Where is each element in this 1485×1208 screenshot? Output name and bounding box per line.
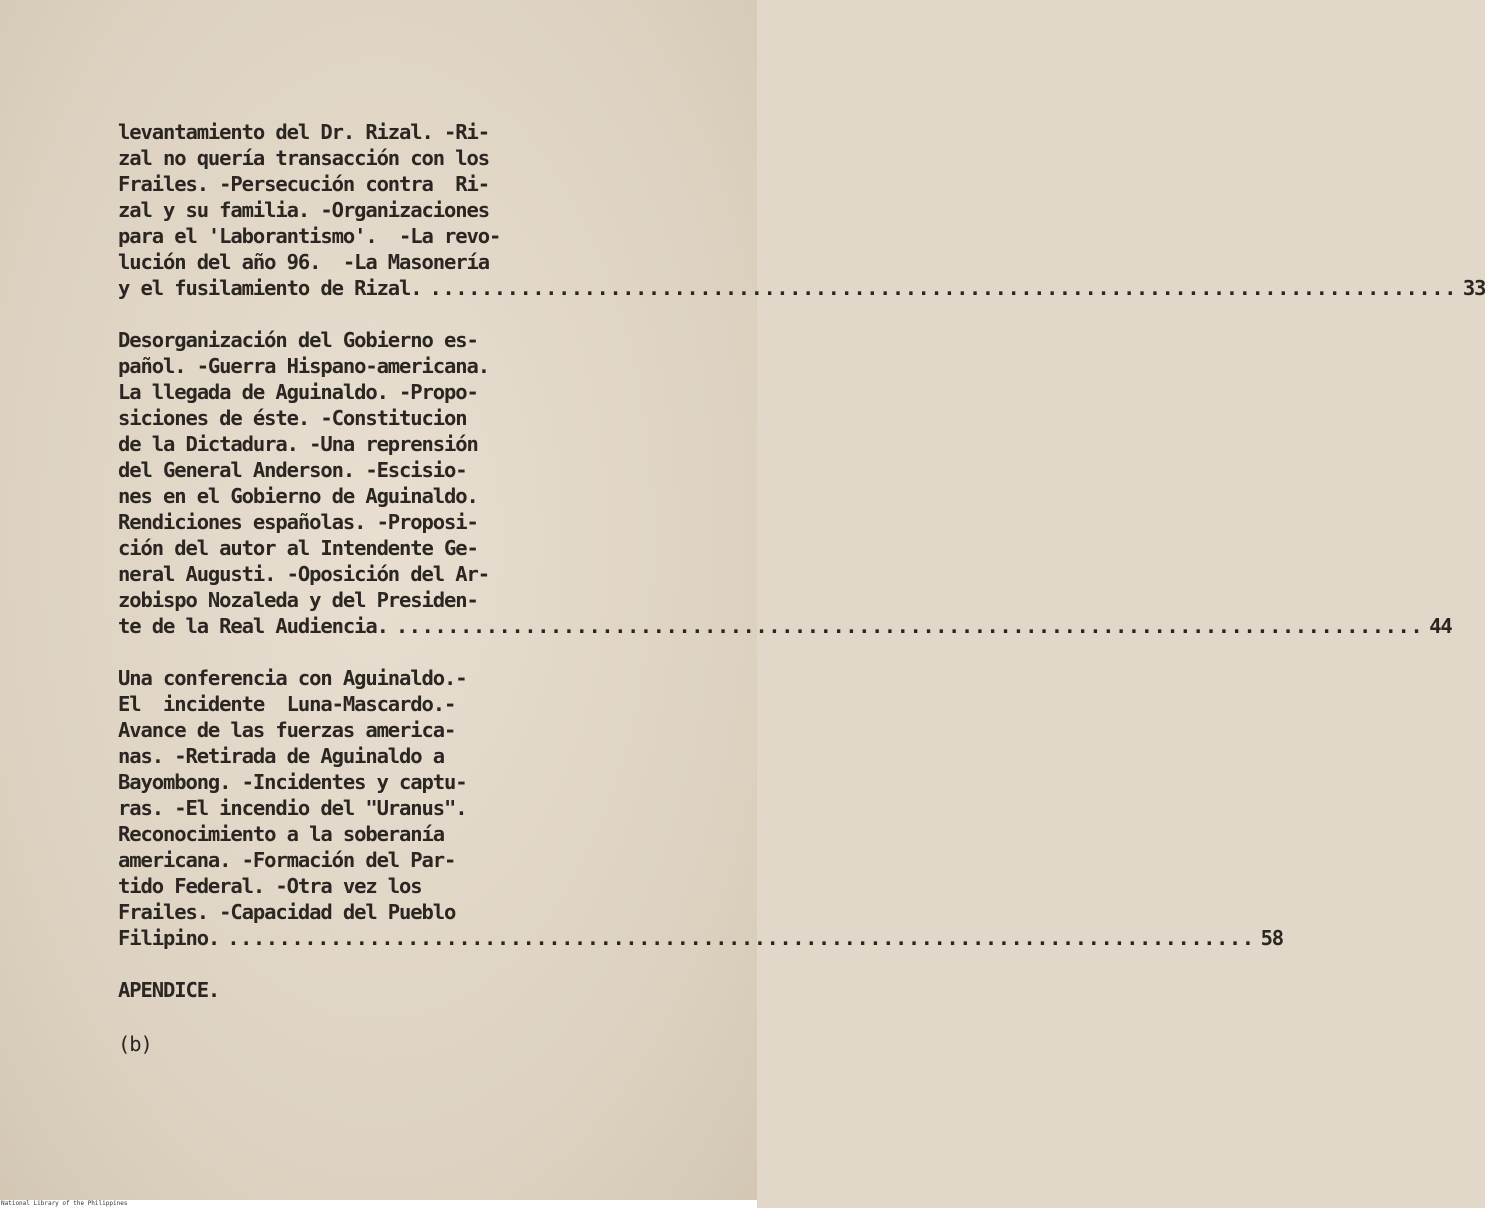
page-number: 58 xyxy=(1260,926,1284,950)
footer-credit: National Library of the Philippines xyxy=(1,1200,128,1207)
dot-leader: ................................................................................ xyxy=(395,614,1424,638)
dot-leader: ................................................................................ xyxy=(227,926,1255,950)
entry-line: Filipino. xyxy=(118,926,220,950)
page-number: 33 xyxy=(1462,276,1485,300)
entry-line: del General Anderson. -Escisio- xyxy=(118,458,467,482)
table-of-contents xyxy=(118,119,1485,1057)
entry-line: de la Dictadura. -Una reprensión xyxy=(118,432,478,456)
toc-entry xyxy=(118,119,1485,301)
entry-line: zal y su familia. -Organizaciones xyxy=(118,198,489,222)
entry-line: zal no quería transacción con los xyxy=(118,146,489,170)
entry-line: Desorganización del Gobierno es- xyxy=(118,328,478,352)
entry-line: lución del año 96. -La Masonería xyxy=(118,250,489,274)
entry-line: siciones de éste. -Constitucion xyxy=(118,406,467,430)
entry-line: tido Federal. -Otra vez los xyxy=(118,874,422,898)
entry-line: ras. -El incendio del "Uranus". xyxy=(118,796,467,820)
entry-line: levantamiento del Dr. Rizal. -Ri- xyxy=(118,120,489,144)
entry-last-line xyxy=(118,925,1284,951)
entry-line: Reconocimiento a la soberanía xyxy=(118,822,445,846)
entry-line: Una conferencia con Aguinaldo.- xyxy=(118,666,467,690)
entry-line: pañol. -Guerra Hispano-americana. xyxy=(118,354,489,378)
entry-line: Frailes. -Capacidad del Pueblo xyxy=(118,900,456,924)
entry-line: Avance de las fuerzas america- xyxy=(118,718,456,742)
entry-last-line xyxy=(118,613,1452,639)
entry-line: La llegada de Aguinaldo. -Propo- xyxy=(118,380,478,404)
entry-line: Rendiciones españolas. -Proposi- xyxy=(118,510,478,534)
entry-line: para el 'Laborantismo'. -La revo- xyxy=(118,224,501,248)
toc-entry xyxy=(118,327,1452,639)
entry-line: americana. -Formación del Par- xyxy=(118,848,456,872)
entry-line: y el fusilamiento de Rizal. xyxy=(118,276,422,300)
entry-line: te de la Real Audiencia. xyxy=(118,614,388,638)
entry-line: El incidente Luna-Mascardo.- xyxy=(118,692,456,716)
entry-line: neral Augusti. -Oposición del Ar- xyxy=(118,562,489,586)
page-folio: (b) xyxy=(118,1032,152,1056)
entry-line: nas. -Retirada de Aguinaldo a xyxy=(118,744,445,768)
entry-line: ción del autor al Intendente Ge- xyxy=(118,536,478,560)
entry-line: Bayombong. -Incidentes y captu- xyxy=(118,770,467,794)
appendix-heading: APENDICE. xyxy=(118,978,220,1002)
entry-line: Frailes. -Persecución contra Ri- xyxy=(118,172,489,196)
page-number: 44 xyxy=(1429,614,1452,638)
entry-line: nes en el Gobierno de Aguinaldo. xyxy=(118,484,478,508)
entry-line: zobispo Nozaleda y del Presiden- xyxy=(118,588,478,612)
toc-entry xyxy=(118,665,1284,951)
entry-last-line xyxy=(118,275,1485,301)
dot-leader: ................................................................................ xyxy=(429,276,1457,300)
